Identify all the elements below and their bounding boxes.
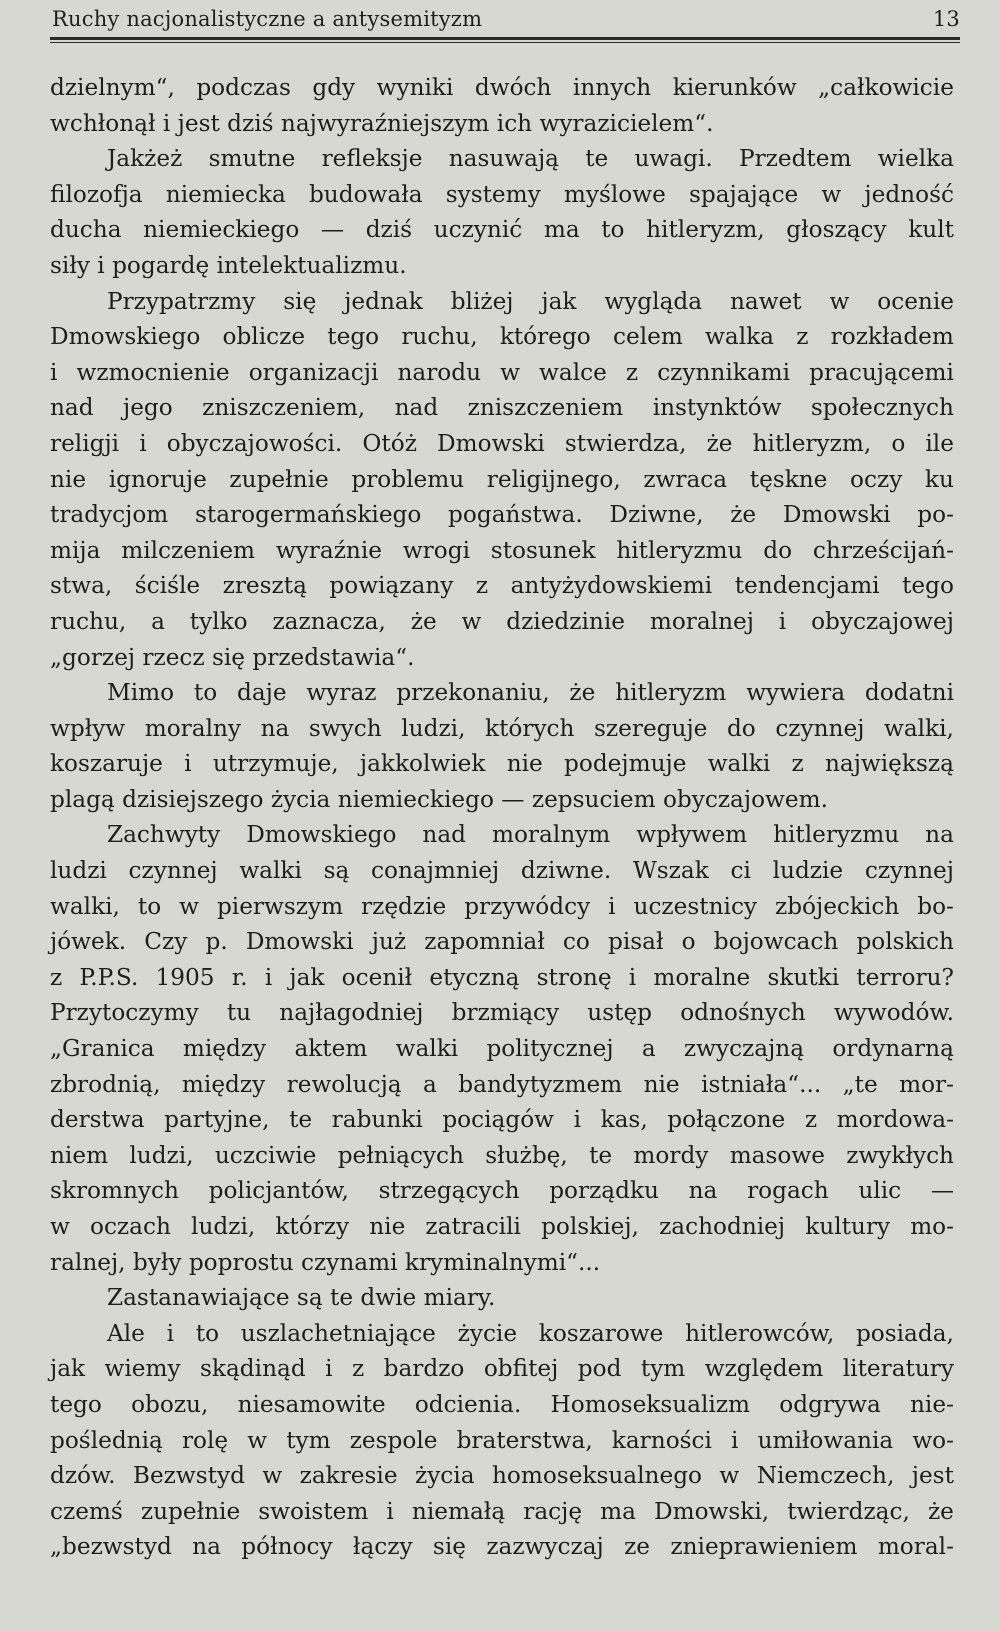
text-line: Ale i to uszlachetniające życie koszarowe hitlerowców, posiada,	[107, 1319, 954, 1347]
text-line: Zastanawiające są te dwie miary.	[107, 1284, 496, 1312]
text-line: dzów. Bezwstyd w zakresie życia homoseksualnego w Niemczech, jest	[50, 1462, 954, 1490]
text-line: koszaruje i utrzymuje, jakkolwiek nie podejmuje walki z największą	[50, 750, 954, 778]
text-line: nie ignoruje zupełnie problemu religijnego, zwraca tęskne oczy ku	[50, 465, 954, 493]
text-line: Przytoczymy tu najłagodniej brzmiący ustęp odnośnych wywodów.	[50, 999, 954, 1027]
text-line: plagą dzisiejszego życia niemieckiego — zepsuciem obyczajowem.	[50, 785, 828, 813]
page-number: 13	[932, 7, 960, 31]
running-title: Ruchy nacjonalistyczne a antysemityzm	[52, 7, 483, 31]
text-line: Dmowskiego oblicze tego ruchu, którego celem walka z rozkładem	[50, 323, 954, 351]
text-line: Zachwyty Dmowskiego nad moralnym wpływem hitleryzmu na	[107, 821, 954, 849]
body-text	[50, 70, 954, 1565]
text-line: nad jego zniszczeniem, nad zniszczeniem instynktów społecznych	[50, 394, 954, 422]
text-line: z P.P.S. 1905 r. i jak ocenił etyczną stronę i moralne skutki terroru?	[50, 963, 954, 991]
text-line: ralnej, były poprostu czynami kryminalnymi“...	[50, 1248, 601, 1276]
text-line: w oczach ludzi, którzy nie zatracili polskiej, zachodniej kultury mo-	[50, 1213, 954, 1240]
text-line: „gorzej rzecz się przedstawia“.	[50, 643, 415, 671]
text-line: czemś zupełnie swoistem i niemałą rację ma Dmowski, twierdząc, że	[50, 1497, 954, 1525]
text-line: derstwa partyjne, te rabunki pociągów i kas, połączone z mordowa-	[50, 1106, 954, 1134]
text-line: Przypatrzmy się jednak bliżej jak wygląda nawet w ocenie	[107, 287, 954, 315]
text-line: dzielnym“, podczas gdy wyniki dwóch innych kierunków „całkowicie	[50, 74, 954, 101]
text-line: mija milczeniem wyraźnie wrogi stosunek hitleryzmu do chrześcijań-	[50, 536, 954, 564]
text-line: „bezwstyd na północy łączy się zazwyczaj ze znieprawieniem moral-	[50, 1533, 954, 1561]
running-head	[52, 6, 960, 32]
text-line: jówek. Czy p. Dmowski już zapomniał co pisał o bojowcach polskich	[50, 928, 954, 956]
text-line: religji i obyczajowości. Otóż Dmowski stwierdza, że hitleryzm, o ile	[50, 429, 954, 457]
text-line: filozofja niemiecka budowała systemy myślowe spajające w jedność	[50, 180, 954, 208]
text-line: zbrodnią, między rewolucją a bandytyzmem nie istniała“... „te mor-	[50, 1070, 954, 1098]
header-rule	[50, 37, 960, 43]
text-line: poślednią rolę w tym zespole braterstwa, karności i umiłowania wo-	[50, 1426, 954, 1454]
text-line: Mimo to daje wyraz przekonaniu, że hitleryzm wywiera dodatni	[107, 679, 954, 707]
text-line: „Granica między aktem walki politycznej a zwyczajną ordynarną	[50, 1035, 954, 1063]
text-line: siły i pogardę intelektualizmu.	[50, 251, 407, 279]
text-line: tradycjom starogermańskiego pogaństwa. Dziwne, że Dmowski po-	[50, 501, 954, 529]
text-line: ruchu, a tylko zaznacza, że w dziedzinie moralnej i obyczajowej	[50, 607, 954, 635]
text-line: ludzi czynnej walki są conajmniej dziwne. Wszak ci ludzie czynnej	[50, 857, 954, 885]
text-line: niem ludzi, uczciwie pełniących służbę, te mordy masowe zwykłych	[50, 1141, 954, 1169]
text-line: skromnych policjantów, strzegących porządku na rogach ulic —	[50, 1177, 954, 1205]
text-line: walki, to w pierwszym rzędzie przywódcy i uczestnicy zbójeckich bo-	[50, 892, 954, 920]
text-line: ducha niemieckiego — dziś uczynić ma to hitleryzm, głoszący kult	[50, 216, 954, 244]
text-line: wpływ moralny na swych ludzi, których szereguje do czynnej walki,	[50, 714, 954, 742]
text-line: wchłonął i jest dziś najwyraźniejszym ich wyrazicielem“.	[50, 109, 714, 137]
text-line: i wzmocnienie organizacji narodu w walce z czynnikami pracującemi	[50, 358, 954, 386]
text-line: stwa, ściśle zresztą powiązany z antyżydowskiemi tendencjami tego	[50, 572, 954, 600]
text-line: jak wiemy skądinąd i z bardzo obfitej pod tym względem literatury	[50, 1355, 954, 1383]
text-line: tego obozu, niesamowite odcienia. Homoseksualizm odgrywa nie-	[50, 1390, 954, 1418]
text-line: Jakżeż smutne refleksje nasuwają te uwagi. Przedtem wielka	[107, 145, 954, 173]
